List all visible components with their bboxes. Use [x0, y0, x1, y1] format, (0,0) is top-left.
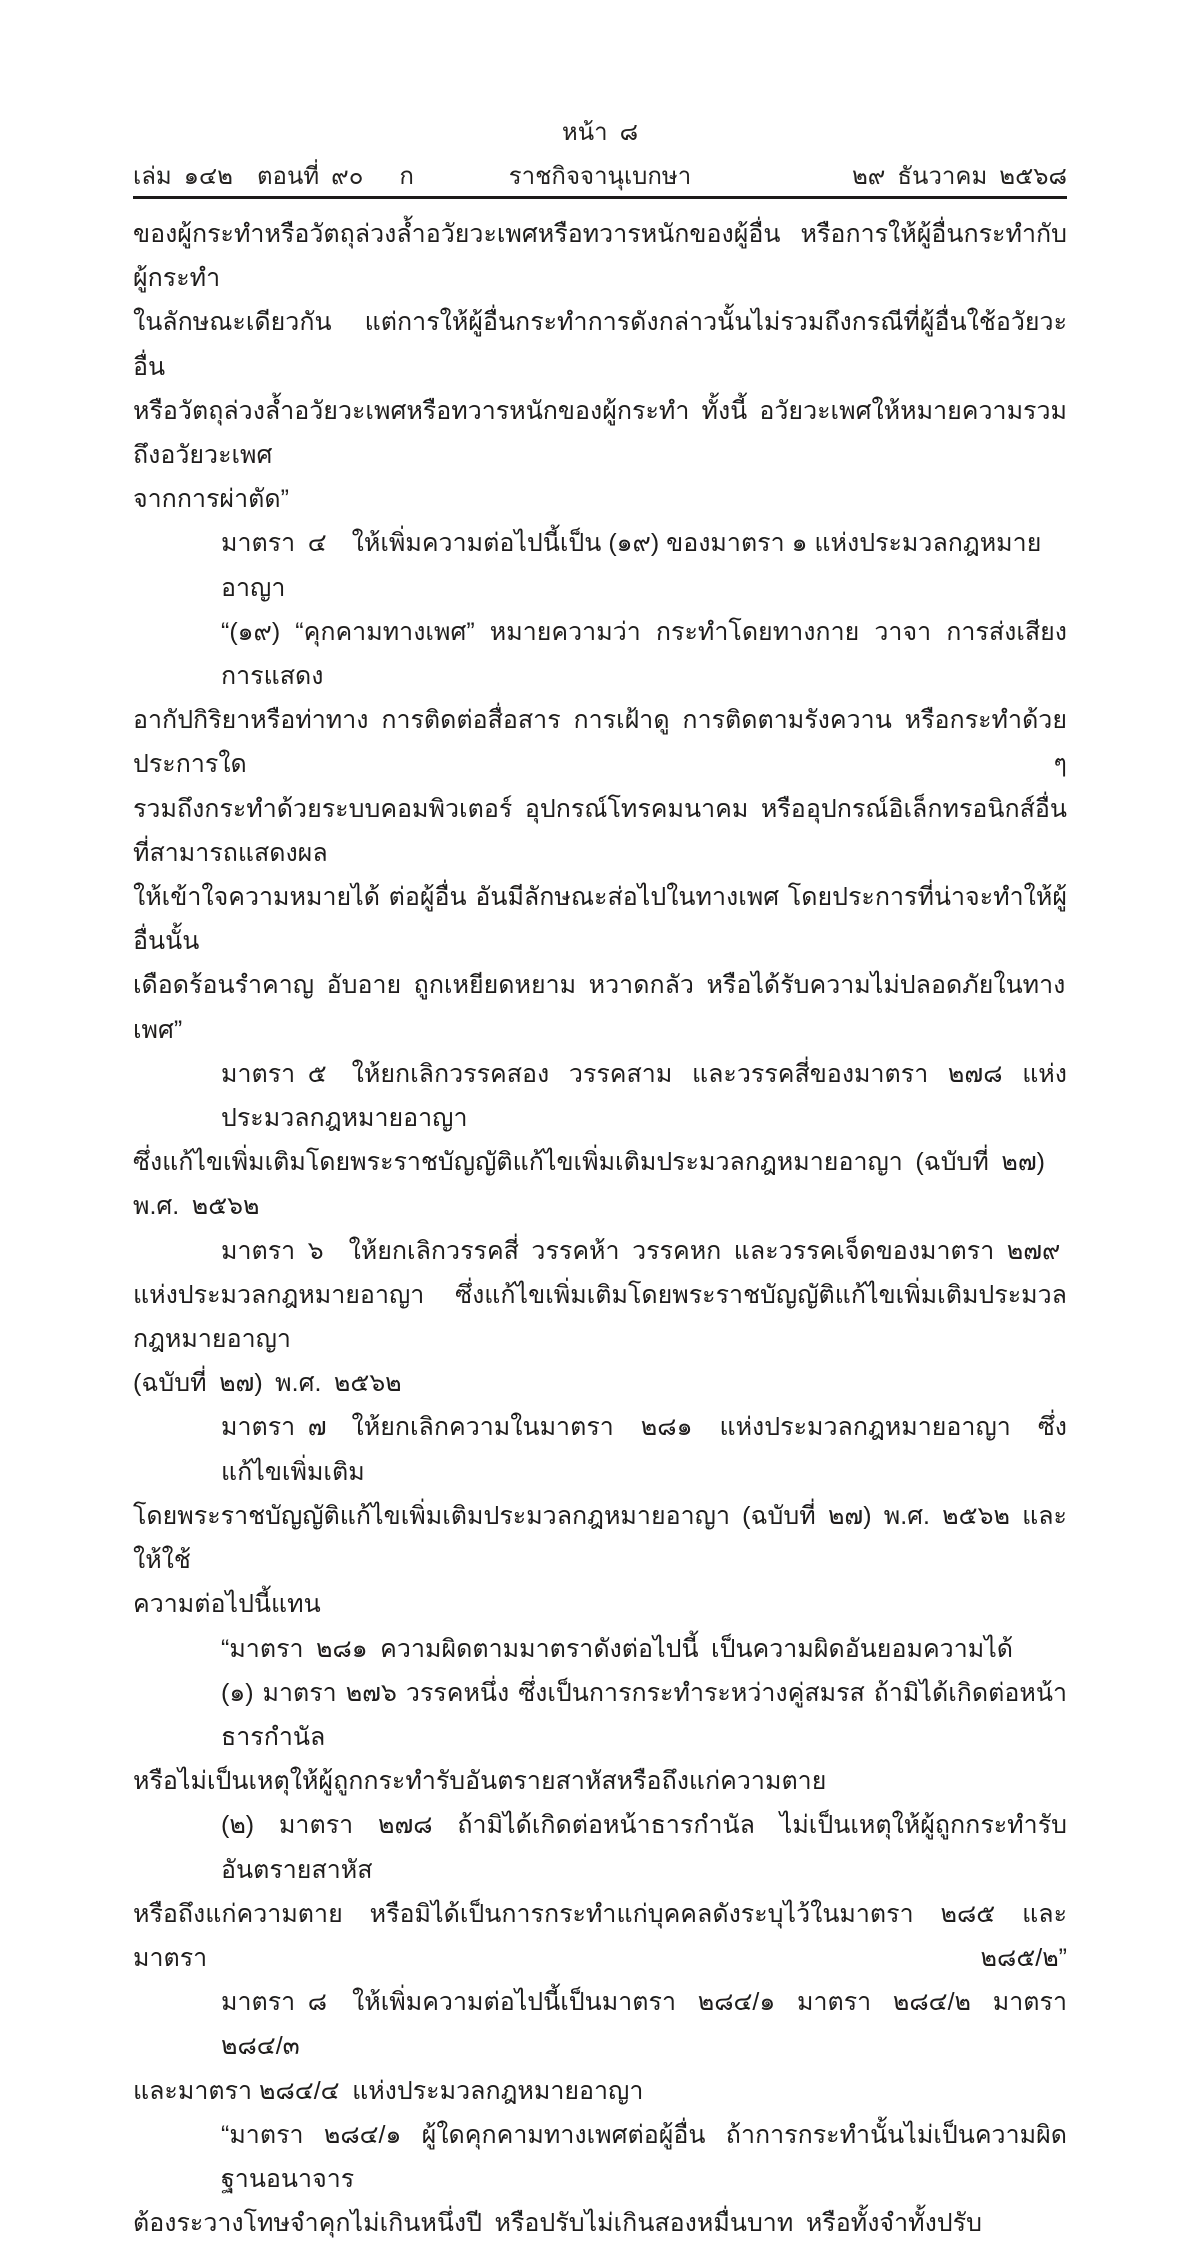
- text-line-11: มาตรา ๕ ให้ยกเลิกวรรคสอง วรรคสาม และวรรคสี่ของมาตรา ๒๗๘ แห่งประมวลกฎหมายอาญา: [221, 1059, 1067, 1133]
- page-number-label: หน้า ๘: [561, 119, 639, 146]
- text-line-18: ความต่อไปนี้แทน: [133, 1590, 321, 1619]
- publication-date: ๒๙ ธันวาคม ๒๕๖๘: [851, 163, 1067, 190]
- text-line-25: และมาตรา ๒๘๔/๔ แห่งประมวลกฎหมายอาญา: [133, 2076, 644, 2105]
- text-line-9: ให้เข้าใจความหมายได้ ต่อผู้อื่น อันมีลักษณะส่อไปในทางเพศ โดยประการที่น่าจะทำให้ผู้อื่นนั้น: [133, 883, 1067, 956]
- text-line-24: มาตรา ๘ ให้เพิ่มความต่อไปนี้เป็นมาตรา ๒๘๔/๑ มาตรา ๒๘๔/๒ มาตรา ๒๘๔/๓: [221, 1988, 1067, 2061]
- text-line-6: “(๑๙) “คุกคามทางเพศ” หมายความว่า กระทำโดยทางกาย วาจา การส่งเสียง การแสดง: [221, 617, 1067, 691]
- text-line-12: ซึ่งแก้ไขเพิ่มเติมโดยพระราชบัญญัติแก้ไขเพิ่มเติมประมวลกฎหมายอาญา (ฉบับที่ ๒๗) พ.ศ. ๒๕๖๒: [133, 1148, 1058, 1221]
- text-line-26: “มาตรา ๒๘๔/๑ ผู้ใดคุกคามทางเพศต่อผู้อื่น ถ้าการกระทำนั้นไม่เป็นความผิดฐานอนาจาร: [221, 2120, 1067, 2193]
- text-line-14: แห่งประมวลกฎหมายอาญา ซึ่งแก้ไขเพิ่มเติมโดยพระราชบัญญัติแก้ไขเพิ่มเติมประมวลกฎหมายอาญา: [133, 1280, 1067, 1354]
- text-line-13: มาตรา ๖ ให้ยกเลิกวรรคสี่ วรรคห้า วรรคหก และวรรคเจ็ดของมาตรา ๒๗๙: [221, 1236, 1061, 1265]
- text-line-19: “มาตรา ๒๘๑ ความผิดตามมาตราดังต่อไปนี้ เป็นความผิดอันยอมความได้: [221, 1634, 1014, 1663]
- text-line-17: โดยพระราชบัญญัติแก้ไขเพิ่มเติมประมวลกฎหมายอาญา (ฉบับที่ ๒๗) พ.ศ. ๒๕๖๒ และให้ใช้: [133, 1501, 1067, 1575]
- volume-part-label: เล่ม ๑๔๒ ตอนที่ ๙๐ ก: [133, 163, 414, 190]
- text-line-3: หรือวัตถุล่วงล้ำอวัยวะเพศหรือทวารหนักของผู้กระทำ ทั้งนี้ อวัยวะเพศให้หมายความรวมถึงอวัยวะเพศ: [133, 396, 1067, 470]
- header-rule: [133, 196, 1067, 199]
- text-line-1: ของผู้กระทำหรือวัตถุล่วงล้ำอวัยวะเพศหรือทวารหนักของผู้อื่น หรือการให้ผู้อื่นกระทำกับผู้กระทำ: [133, 220, 1067, 293]
- text-line-16: มาตรา ๗ ให้ยกเลิกความในมาตรา ๒๘๑ แห่งประมวลกฎหมายอาญา ซึ่งแก้ไขเพิ่มเติม: [221, 1413, 1067, 1486]
- text-line-22: (๒) มาตรา ๒๗๘ ถ้ามิได้เกิดต่อหน้าธารกำนัล ไม่เป็นเหตุให้ผู้ถูกกระทำรับอันตรายสาหัส: [221, 1811, 1067, 1884]
- text-line-8: รวมถึงกระทำด้วยระบบคอมพิวเตอร์ อุปกรณ์โทรคมนาคม หรืออุปกรณ์อิเล็กทรอนิกส์อื่นที่สามารถแสดงผล: [133, 794, 1067, 867]
- text-line-5: มาตรา ๔ ให้เพิ่มความต่อไปนี้เป็น (๑๙) ของมาตรา ๑ แห่งประมวลกฎหมายอาญา: [221, 529, 1042, 602]
- text-line-15: (ฉบับที่ ๒๗) พ.ศ. ๒๕๖๒: [133, 1369, 402, 1398]
- text-line-4: จากการผ่าตัด”: [133, 485, 289, 514]
- text-line-20: (๑) มาตรา ๒๗๖ วรรคหนึ่ง ซึ่งเป็นการกระทำระหว่างคู่สมรส ถ้ามิได้เกิดต่อหน้าธารกำนัล: [221, 1678, 1067, 1751]
- text-line-23: หรือถึงแก่ความตาย หรือมิได้เป็นการกระทำแก่บุคคลดังระบุไว้ในมาตรา ๒๘๕ และมาตรา ๒๘๕/๒”: [133, 1899, 1067, 1972]
- text-line-2: ในลักษณะเดียวกัน แต่การให้ผู้อื่นกระทำการดังกล่าวนั้นไม่รวมถึงกรณีที่ผู้อื่นใช้อวัยวะอื่น: [133, 308, 1067, 381]
- masthead: [133, 160, 1067, 194]
- gazette-title: ราชกิจจานุเบกษา: [508, 163, 692, 190]
- text-line-21: หรือไม่เป็นเหตุให้ผู้ถูกกระทำรับอันตรายสาหัสหรือถึงแก่ความตาย: [133, 1767, 827, 1796]
- document-body: [133, 212, 1067, 2245]
- text-line-7: อากัปกิริยาหรือท่าทาง การติดต่อสื่อสาร การเฝ้าดู การติดตามรังควาน หรือกระทำด้วยประการใด ๆ: [133, 706, 1067, 779]
- text-line-10: เดือดร้อนรำคาญ อับอาย ถูกเหยียดหยาม หวาดกลัว หรือได้รับความไม่ปลอดภัยในทางเพศ”: [133, 971, 1066, 1044]
- text-line-27: ต้องระวางโทษจำคุกไม่เกินหนึ่งปี หรือปรับไม่เกินสองหมื่นบาท หรือทั้งจำทั้งปรับ: [133, 2209, 982, 2238]
